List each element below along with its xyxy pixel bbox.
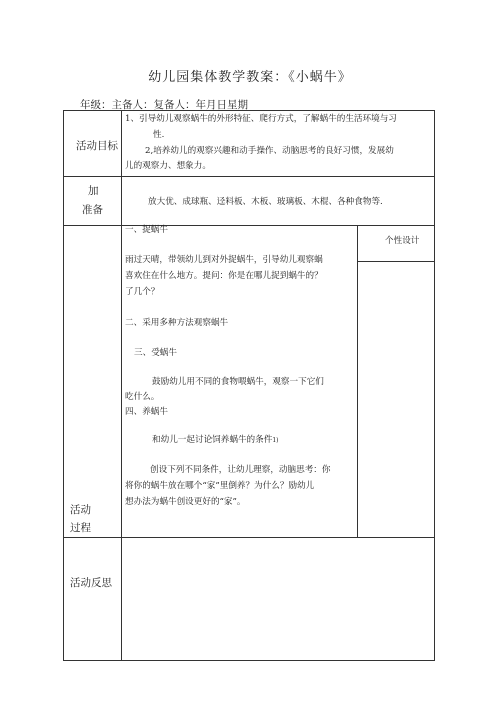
step-text: 了几个？ bbox=[125, 287, 160, 297]
step-text: 鼓励幼儿用不同的食物喂蜗牛，观察一下它们 bbox=[152, 377, 324, 387]
step-text: 吃什么。 bbox=[125, 392, 160, 402]
meta-line: 年级：主备人：复备人：年月日星期 bbox=[80, 99, 248, 111]
step-heading: 四、养蜗牛 bbox=[125, 407, 168, 417]
step-text: 将你的蜗牛放在哪个“家”里倒养？为什么？励幼儿 bbox=[125, 481, 315, 491]
personal-design-label: 个性设计 bbox=[385, 236, 420, 246]
step-text: 想办法为蜗牛创设更好的“家”。 bbox=[125, 497, 246, 507]
lesson-plan-table bbox=[63, 110, 435, 661]
label-column-divider bbox=[121, 111, 122, 660]
goals-line: 儿的观察力、想象力。 bbox=[125, 161, 211, 171]
row-divider bbox=[64, 537, 434, 538]
footnote-marker: 1) bbox=[272, 437, 279, 444]
step-text: 雨过天晴，带领幼儿到对外捉蜗牛，引导幼儿观察蜗 bbox=[125, 255, 323, 265]
goals-line: 1、引导幼儿观察蜗牛的外形特征、爬行方式，了解蜗牛的生活环境与习 bbox=[125, 114, 397, 124]
step-text: 喜欢住在什么地方。提问：你是在哪儿捉到蜗牛的？ bbox=[125, 271, 323, 281]
step-heading: 一、捉蜗牛 bbox=[125, 225, 168, 235]
process-label-top: 活动 bbox=[70, 504, 91, 516]
preparation-text: 放大优、成球瓶、迳料板、木板、玻璃板、木棍、各种食物等. bbox=[148, 197, 383, 207]
step-heading: 三、受蜗牛 bbox=[134, 348, 177, 358]
step-text-main: 和幼儿一起讨论饲养蜗牛的条件 bbox=[152, 435, 273, 445]
goals-label: 活动目标 bbox=[76, 140, 118, 152]
preparation-label-top: 加 bbox=[88, 185, 99, 197]
step-text: 创设下列不同条件，让幼儿理察，动脑思考：你 bbox=[150, 465, 331, 475]
step-heading: 二、采用多种方法观察蜗牛 bbox=[125, 318, 229, 328]
personal-design-divider bbox=[357, 261, 434, 262]
reflection-label: 活动反思 bbox=[70, 577, 112, 589]
row-divider bbox=[64, 176, 434, 177]
goals-line: 性. bbox=[153, 130, 165, 140]
row-divider bbox=[64, 225, 434, 226]
step-text bbox=[152, 433, 279, 448]
page-title: 幼儿园集体教学教案：《小蜗牛》 bbox=[148, 70, 352, 85]
process-label-bottom: 过程 bbox=[70, 522, 91, 534]
preparation-label-bottom: 准备 bbox=[82, 204, 103, 216]
goals-line: 2,培养幼儿的观察兴趣和动手操作、动脑思考的良好习惯，发展幼 bbox=[145, 146, 394, 156]
personal-design-column-divider bbox=[357, 225, 358, 537]
